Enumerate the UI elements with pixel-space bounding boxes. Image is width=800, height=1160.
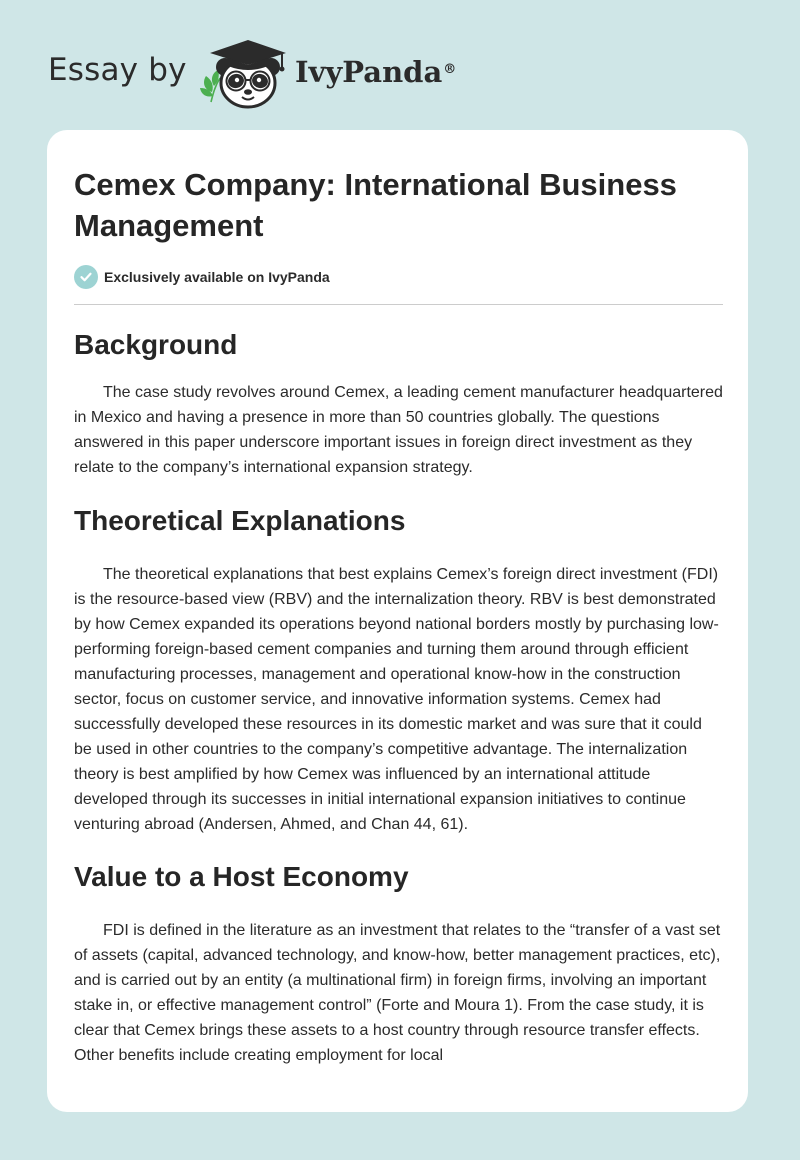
- badge-text: Exclusively available on IvyPanda: [104, 269, 330, 285]
- check-circle-icon: [74, 265, 98, 289]
- brand-name[interactable]: [295, 52, 456, 92]
- brand-name-text: IvyPanda: [295, 55, 443, 89]
- essay-by-label: Essay by: [48, 52, 187, 88]
- section-heading-value: Value to a Host Economy: [74, 861, 409, 892]
- exclusive-badge: [74, 262, 724, 292]
- section-heading-background: Background: [74, 329, 238, 360]
- leaf-icon: [200, 70, 220, 102]
- section-heading-theoretical: Theoretical Explanations: [74, 505, 406, 536]
- essay-content: [74, 130, 724, 1068]
- section-paragraph-theoretical: The theoretical explanations that best explains Cemex’s foreign direct investment (FDI) is the resource-based view (RBV) and the internalization theory. RBV is best demonstrated by how Cemex expanded its operations beyond national borders mostly by purchasing low-performing foreign-based cement companies and turning them around through efficient manufacturing processes, management and operational know-how in the construction sector, focus on customer service, and innovative information systems. Cemex had successfully developed these resources in its domestic market and was sure that it could be used in other countries to the company’s competitive advantage. The internalization theory is best amplified by how Cemex was influenced by an international attitude developed through its successes in initial international expansion initiatives to continue venturing abroad (Andersen, Ahmed, and Chan 44, 61).: [74, 566, 719, 833]
- divider: [74, 304, 723, 305]
- registered-mark: ®: [443, 62, 457, 77]
- page-title: Cemex Company: International Business Management: [74, 167, 677, 243]
- essay-card: [47, 130, 748, 1112]
- site-header: [0, 0, 800, 130]
- panda-graduate-icon[interactable]: [198, 34, 292, 110]
- section-paragraph-background: The case study revolves around Cemex, a leading cement manufacturer headquartered in Mexico and having a presence in more than 50 countries globally. The questions answered in this paper underscore important issues in foreign direct investment as they relate to the company’s international expansion strategy.: [74, 384, 723, 476]
- section-paragraph-value: FDI is defined in the literature as an investment that relates to the “transfer of a vast set of assets (capital, advanced technology, and know-how, better management practices, etc), and is carried out by an entity (a multinational firm) in foreign firms, involving an important stake in, or effective management control” (Forte and Moura 1). From the case study, it is clear that Cemex brings these assets to a host country through resource transfer effects. Other benefits include creating employment for local: [74, 922, 721, 1064]
